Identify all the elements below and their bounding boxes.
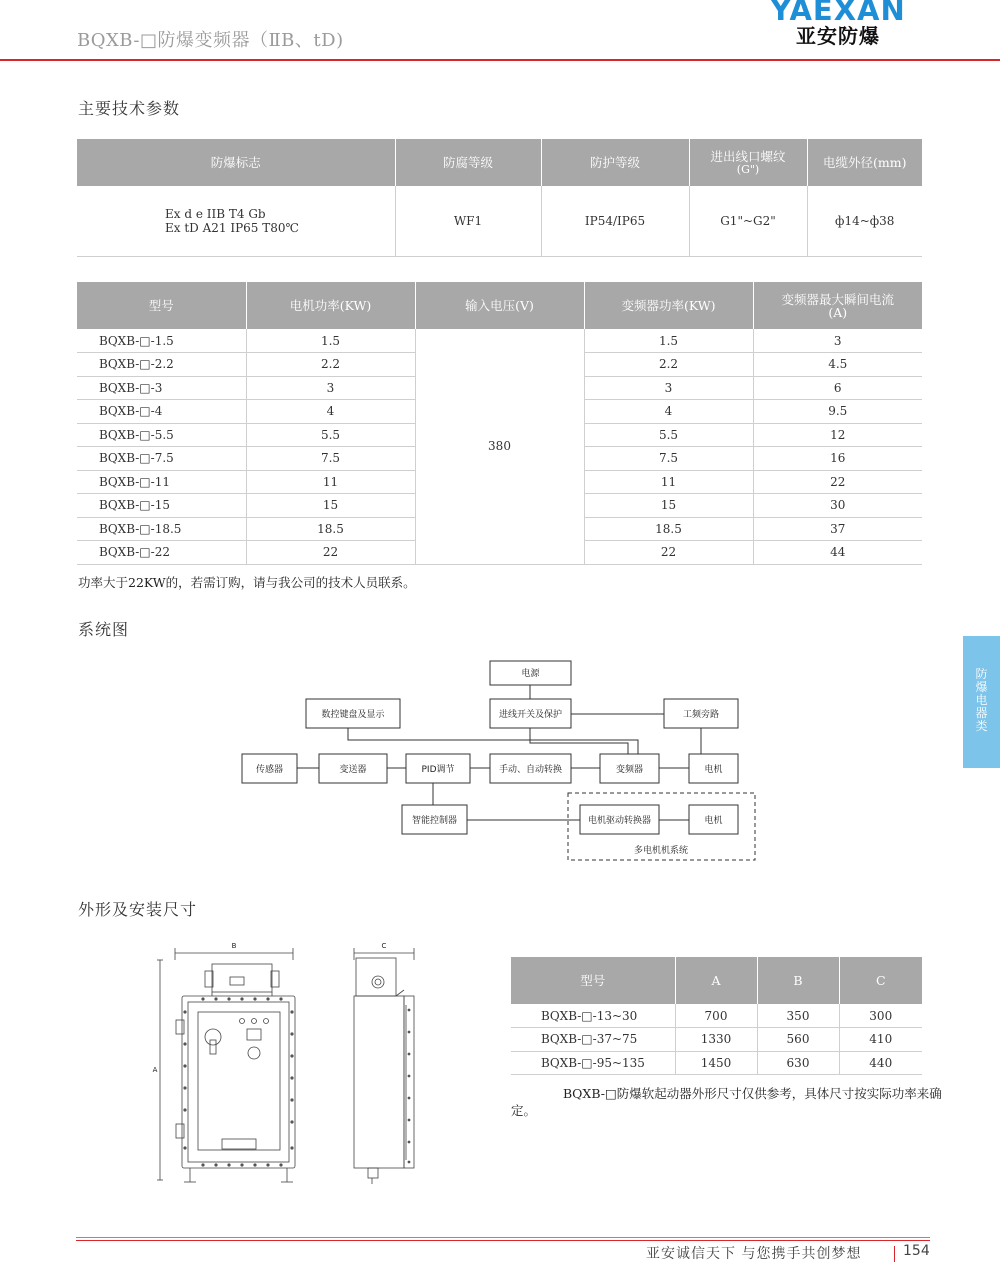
max-current-cell: 9.5 bbox=[753, 400, 922, 424]
system-diagram-title: 系统图 bbox=[78, 620, 130, 639]
motor-power-cell: 2.2 bbox=[246, 353, 415, 377]
model-cell: BQXB-□-4 bbox=[77, 400, 246, 424]
motor-power-cell: 18.5 bbox=[246, 517, 415, 541]
model-cell: BQXB-□-18.5 bbox=[77, 517, 246, 541]
anticorrosion-cell: WF1 bbox=[395, 186, 541, 256]
motor-power-cell: 4 bbox=[246, 400, 415, 424]
max-current-cell: 16 bbox=[753, 447, 922, 471]
col-anticorrosion: 防腐等级 bbox=[395, 139, 541, 186]
dim-b-cell: 630 bbox=[757, 1051, 839, 1075]
label-sensor: 传感器 bbox=[255, 765, 284, 775]
col-thread-line1: 进出线口螺纹 bbox=[710, 148, 786, 164]
col-motor-power: 电机功率(KW) bbox=[246, 282, 415, 329]
brand-name-en: YAEXAN bbox=[770, 0, 906, 27]
col-a: A bbox=[675, 957, 757, 1004]
table-row bbox=[511, 1004, 922, 1028]
motor-power-cell: 7.5 bbox=[246, 447, 415, 471]
page-number: 154 bbox=[903, 1243, 930, 1259]
dim-b-cell: 350 bbox=[757, 1004, 839, 1028]
col-b: B bbox=[757, 957, 839, 1004]
label-manual-auto: 手动、自动转换 bbox=[498, 765, 563, 775]
label-motor1: 电机 bbox=[704, 765, 723, 775]
model-cell: BQXB-□-5.5 bbox=[77, 423, 246, 447]
col-max-current-line2: (A) bbox=[828, 304, 848, 320]
motor-power-cell: 3 bbox=[246, 376, 415, 400]
footer-slogan: 亚安诚信天下 与您携手共创梦想 bbox=[646, 1246, 862, 1262]
dim-label-c: C bbox=[381, 942, 387, 950]
inverter-power-cell: 18.5 bbox=[584, 517, 753, 541]
footer-divider-top bbox=[76, 1237, 930, 1238]
label-smart-controller: 智能控制器 bbox=[411, 816, 458, 826]
col-max-current-line1: 变频器最大瞬间电流 bbox=[781, 291, 894, 307]
label-pid: PID调节 bbox=[421, 765, 455, 775]
dim-c-cell: 440 bbox=[839, 1051, 922, 1075]
dimensions-note: BQXB-□防爆软起动器外形尺寸仅供参考，具体尺寸按实际功率来确定。 bbox=[511, 1086, 942, 1118]
model-cell: BQXB-□-1.5 bbox=[77, 329, 246, 353]
model-cell: BQXB-□-95~135 bbox=[511, 1051, 675, 1075]
col-model: 型号 bbox=[511, 957, 675, 1004]
table-row bbox=[511, 1028, 922, 1052]
motor-power-cell: 22 bbox=[246, 541, 415, 565]
max-current-cell: 3 bbox=[753, 329, 922, 353]
max-current-cell: 4.5 bbox=[753, 353, 922, 377]
marking-line1: Ex d e IIB T4 Gb bbox=[165, 206, 266, 221]
label-power: 电源 bbox=[521, 669, 540, 679]
col-c: C bbox=[839, 957, 922, 1004]
model-cell: BQXB-□-22 bbox=[77, 541, 246, 565]
model-cell: BQXB-□-11 bbox=[77, 470, 246, 494]
category-side-tab[interactable] bbox=[963, 636, 1000, 768]
model-cell: BQXB-□-2.2 bbox=[77, 353, 246, 377]
max-current-cell: 44 bbox=[753, 541, 922, 565]
label-motor2: 电机 bbox=[704, 816, 723, 826]
max-current-cell: 22 bbox=[753, 470, 922, 494]
col-protection: 防护等级 bbox=[541, 139, 689, 186]
thread-cell: G1"~G2" bbox=[689, 186, 807, 256]
inverter-power-cell: 5.5 bbox=[584, 423, 753, 447]
cable-cell: ф14~ф38 bbox=[807, 186, 922, 256]
col-marking: 防爆标志 bbox=[77, 139, 395, 186]
footer-separator bbox=[894, 1246, 895, 1262]
inverter-power-cell: 15 bbox=[584, 494, 753, 518]
col-model: 型号 bbox=[77, 282, 246, 329]
inverter-power-cell: 3 bbox=[584, 376, 753, 400]
dim-a-cell: 1330 bbox=[675, 1028, 757, 1052]
label-transmitter: 变送器 bbox=[339, 765, 367, 775]
max-current-cell: 37 bbox=[753, 517, 922, 541]
col-cable: 电缆外径(mm) bbox=[807, 139, 922, 186]
dim-label-b: B bbox=[231, 942, 237, 950]
input-voltage-cell: 380 bbox=[415, 329, 584, 564]
models-note: 功率大于22KW的，若需订购，请与我公司的技术人员联系。 bbox=[78, 575, 416, 590]
dimensions-table bbox=[511, 957, 922, 1075]
label-bypass: 工频旁路 bbox=[682, 710, 720, 720]
max-current-cell: 12 bbox=[753, 423, 922, 447]
category-side-tab-label: 防 爆 电 器 类 bbox=[975, 667, 988, 733]
inverter-power-cell: 22 bbox=[584, 541, 753, 565]
brand-name-cn: 亚安防爆 bbox=[796, 24, 880, 48]
tech-params-title: 主要技术参数 bbox=[78, 99, 181, 118]
footer-divider bbox=[76, 1240, 930, 1241]
model-cell: BQXB-□-15 bbox=[77, 494, 246, 518]
dim-a-cell: 1450 bbox=[675, 1051, 757, 1075]
label-inlet-switch: 进线开关及保护 bbox=[498, 710, 563, 720]
model-cell: BQXB-□-37~75 bbox=[511, 1028, 675, 1052]
motor-power-cell: 1.5 bbox=[246, 329, 415, 353]
inverter-power-cell: 1.5 bbox=[584, 329, 753, 353]
protection-cell: IP54/IP65 bbox=[541, 186, 689, 256]
marking-line2: Ex tD A21 IP65 T80℃ bbox=[165, 220, 299, 235]
col-thread-line2: (G") bbox=[736, 162, 760, 176]
label-motor-drive-switch: 电机驱动转换器 bbox=[587, 816, 652, 826]
dim-label-a: A bbox=[152, 1066, 158, 1074]
max-current-cell: 6 bbox=[753, 376, 922, 400]
dim-c-cell: 300 bbox=[839, 1004, 922, 1028]
table-row bbox=[511, 1051, 922, 1075]
label-inverter: 变频器 bbox=[615, 765, 644, 775]
inverter-power-cell: 11 bbox=[584, 470, 753, 494]
dim-c-cell: 410 bbox=[839, 1028, 922, 1052]
model-cell: BQXB-□-7.5 bbox=[77, 447, 246, 471]
inverter-power-cell: 4 bbox=[584, 400, 753, 424]
col-input-voltage: 输入电压(V) bbox=[415, 282, 584, 329]
table-header-row bbox=[511, 957, 922, 1004]
label-multi-motor: 多电机机系统 bbox=[633, 846, 689, 856]
inverter-power-cell: 2.2 bbox=[584, 353, 753, 377]
inverter-power-cell: 7.5 bbox=[584, 447, 753, 471]
model-cell: BQXB-□-13~30 bbox=[511, 1004, 675, 1028]
motor-power-cell: 11 bbox=[246, 470, 415, 494]
label-keypad: 数控键盘及显示 bbox=[321, 710, 385, 720]
document-title: BQXB-□防爆变频器（ⅡB、tD) bbox=[77, 30, 344, 51]
dim-b-cell: 560 bbox=[757, 1028, 839, 1052]
motor-power-cell: 5.5 bbox=[246, 423, 415, 447]
model-cell: BQXB-□-3 bbox=[77, 376, 246, 400]
dim-a-cell: 700 bbox=[675, 1004, 757, 1028]
dimensions-title: 外形及安装尺寸 bbox=[78, 900, 198, 919]
max-current-cell: 30 bbox=[753, 494, 922, 518]
col-inverter-power: 变频器功率(KW) bbox=[584, 282, 753, 329]
motor-power-cell: 15 bbox=[246, 494, 415, 518]
